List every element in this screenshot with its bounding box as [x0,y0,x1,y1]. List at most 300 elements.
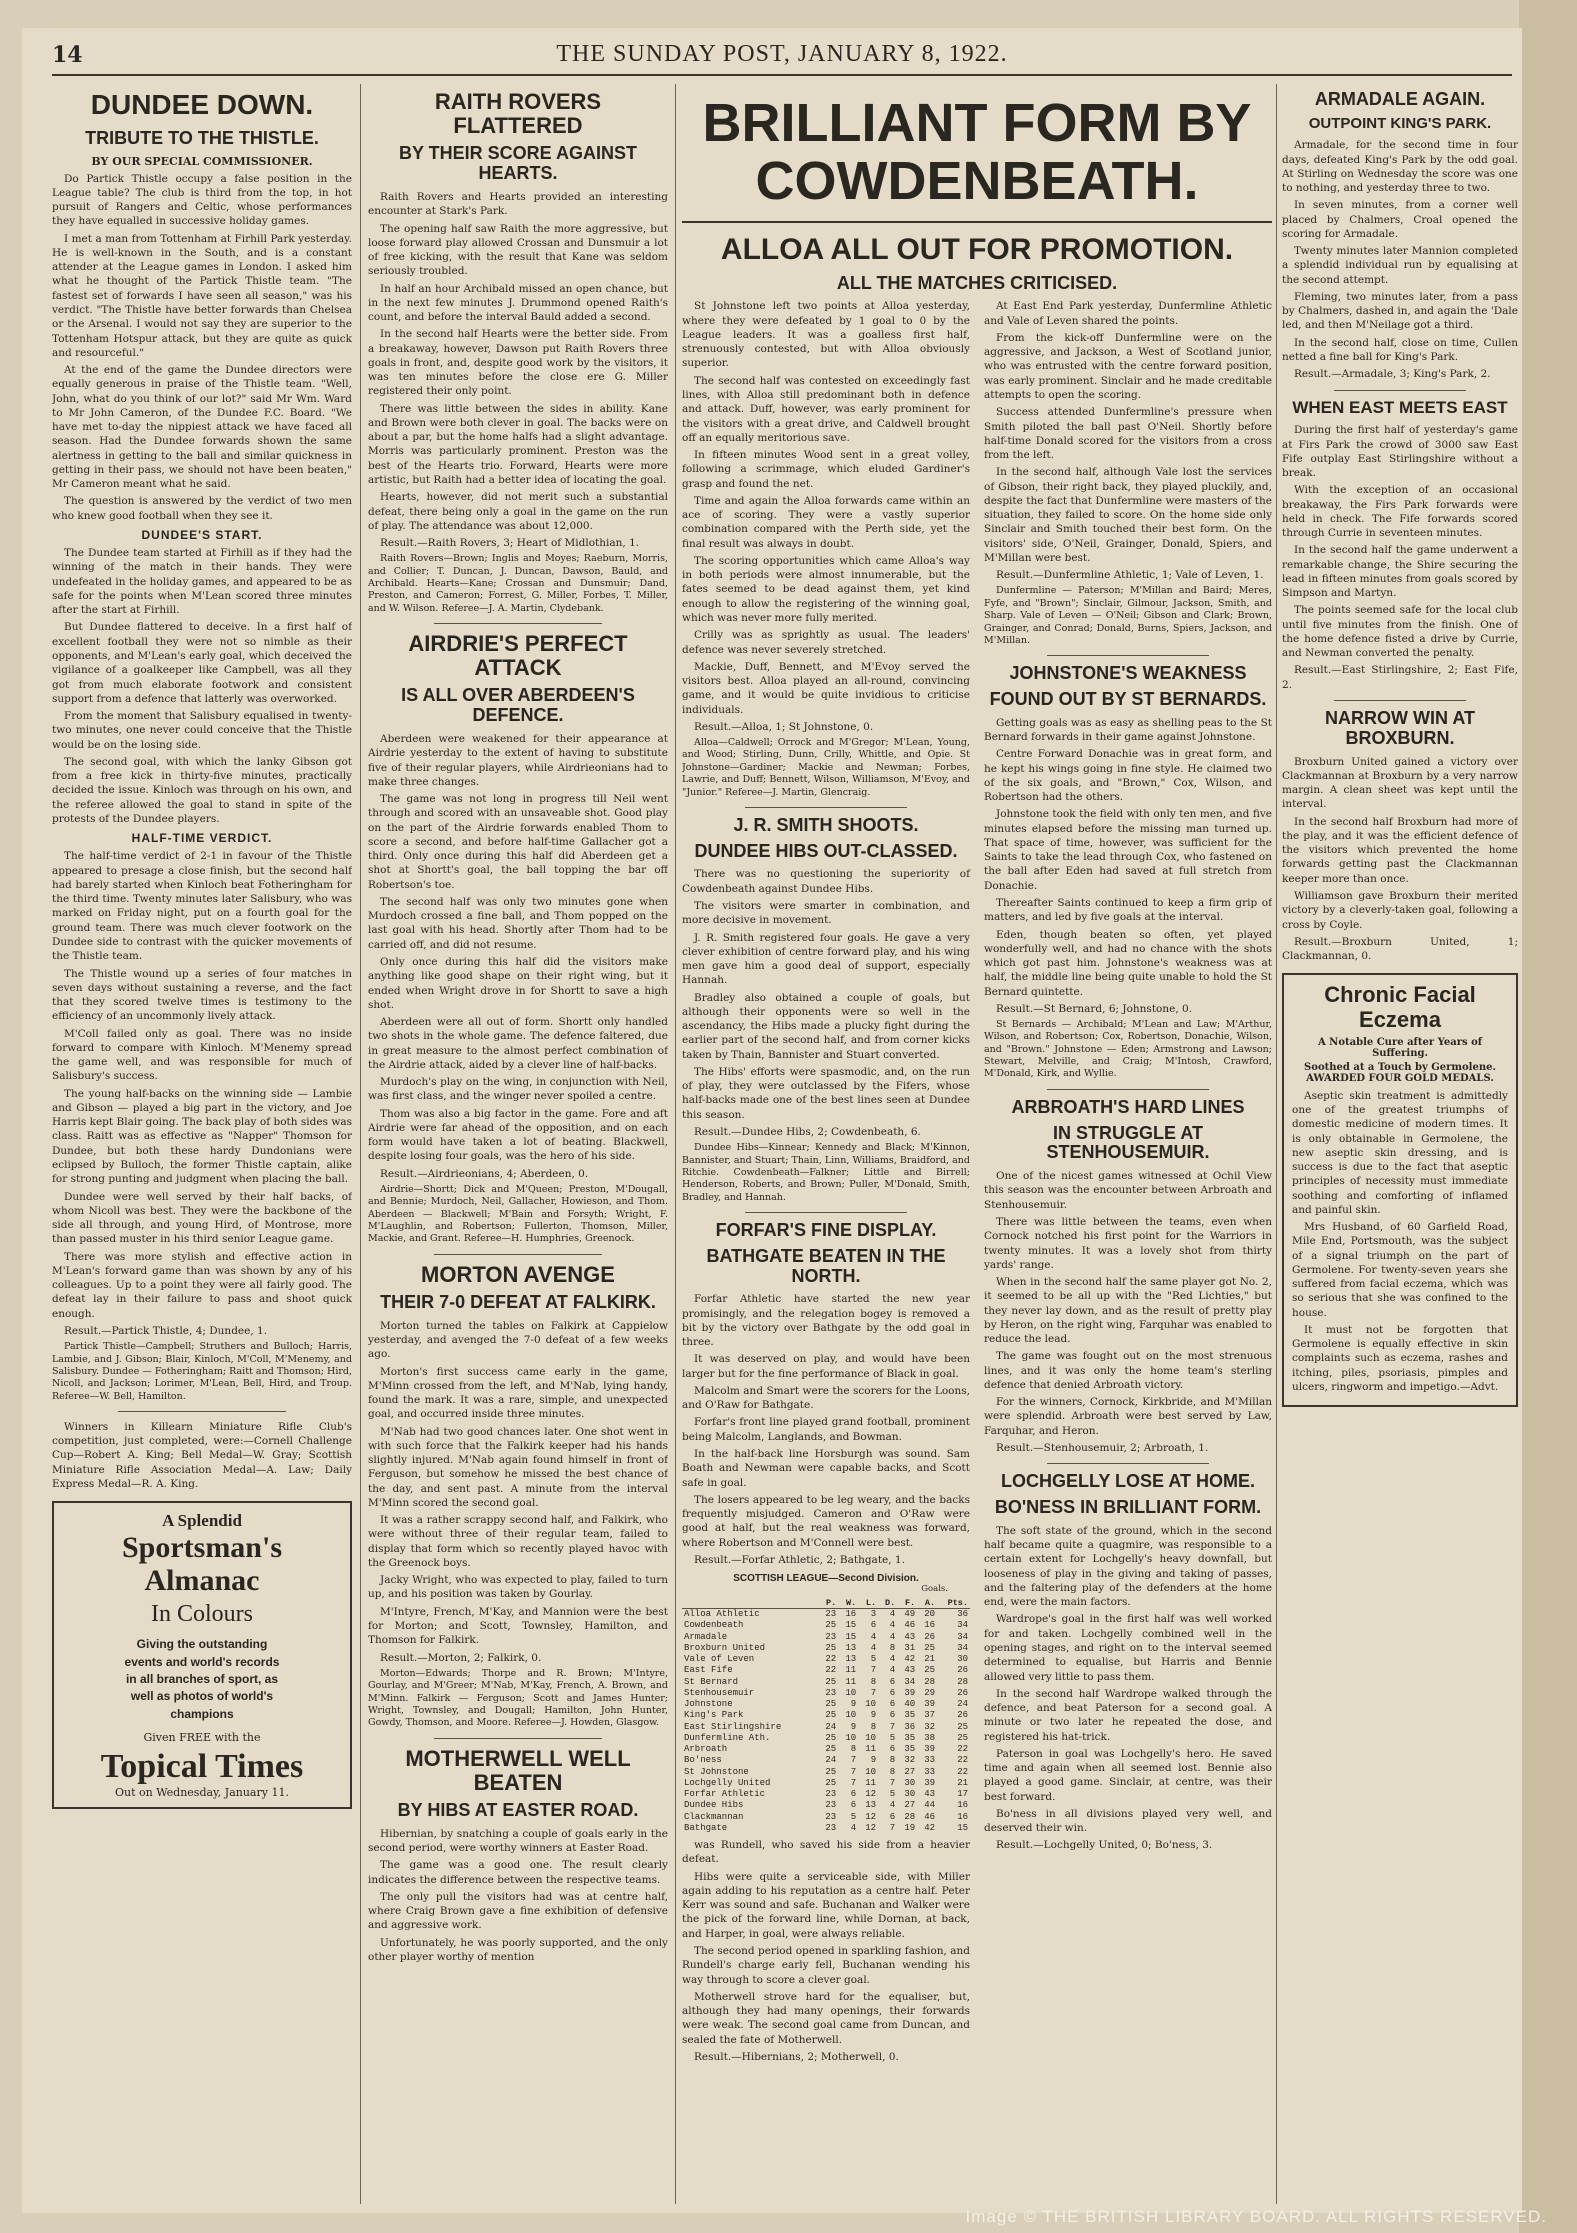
league-cell: 11 [845,1676,857,1687]
paragraph: M'Nab had two good chances later. One shot went in with such force that the Falkirk keeper had his hands slightly injured. M'Nab again found himself in front of Ferguson, but somehow he missed the best chance of the day, and sent past. A minute from the interval M'Minn scored the second goal. [368,1425,668,1509]
league-cell: 6 [850,1789,857,1800]
league-cell: 8 [870,1676,877,1687]
article-headline: JOHNSTONE'S WEAKNESS [1009,663,1247,684]
paragraph: The second half was only two minutes gone when Murdoch crossed a fine ball, and Thom popped on the last goal with his head. Shortly after Thom had to be carried off, and did not resume. [368,895,668,951]
column-4 [1282,84,1518,1407]
column-3 [682,84,1272,2067]
league-cell: 8 [870,1721,877,1732]
league-cell: 10 [845,1710,857,1721]
paragraph: M'Intyre, French, M'Kay, and Mannion were the best for Morton; and Scott, Townsley, Hamilton, and Thomson for Falkirk. [368,1605,668,1647]
masthead-title: THE SUNDAY POST, JANUARY 8, 1922. [556,41,1008,67]
league-cell: 27 [904,1800,916,1811]
league-cell: 25 [825,1732,837,1743]
league-header-cell: F. [897,1598,917,1609]
league-cell: 26 [957,1710,968,1721]
league-row [682,1699,970,1710]
league-cell: 23 [825,1811,837,1822]
subcolumn-right [984,299,1272,2067]
league-cell: 25 [825,1766,837,1777]
secondary-headline: ALLOA ALL OUT FOR PROMOTION. [720,232,1234,266]
league-cell: 25 [825,1777,837,1788]
paragraph: Thom was also a big factor in the game. Fore and aft Airdrie were far ahead of the opposition, and on each form would have taken a lot of beating. Blackwell, despite losing four goals, was the hero of his side. [368,1107,668,1163]
league-cell: 25 [957,1721,968,1732]
league-cell: 7 [850,1766,857,1777]
league-goals-label: Goals. [921,1584,948,1595]
match-result: Result.—Forfar Athletic, 2; Bathgate, 1. [694,1553,905,1566]
paragraph: The visitors were smarter in combination, and more decisive in movement. [682,899,970,927]
ad-blurb: champions [170,1706,234,1721]
league-cell: 17 [957,1789,968,1800]
ad-blurb: in all branches of sport, as [125,1671,279,1686]
paragraph: The second period opened in sparkling fashion, and Rundell's charge early fell, Buchanan wending his way through to score a clever goal. [682,1944,970,1986]
ad-tagline: A Notable Cure after Years of Suffering. [1317,1036,1483,1059]
byline: BY OUR SPECIAL COMMISSIONER. [91,154,313,168]
column-rule [675,84,676,2204]
ad-paper-name: Topical Times [100,1748,304,1786]
league-row [682,1643,970,1654]
paragraph: In the second half the game underwent a remarkable change, the Shire securing the lead in fifteen minutes from goals scored by Simpson and Martyn. [1282,544,1518,600]
league-row [682,1710,970,1721]
column-1 [52,84,352,1809]
league-cell: 8 [889,1755,896,1766]
league-cell: 34 [957,1642,968,1653]
paragraph: Bo'ness in all divisions played very well, and deserved their win. [984,1807,1272,1835]
divider [1334,700,1466,701]
column-rule [1276,84,1277,2204]
league-row [682,1800,970,1811]
league-header-cell: P. [818,1598,838,1609]
league-cell: Lochgelly United [684,1777,771,1788]
article-subhead: DUNDEE HIBS OUT-CLASSED. [694,840,958,861]
league-row [682,1789,970,1800]
match-result: Result.—Morton, 2; Falkirk, 0. [380,1651,542,1664]
divider [682,221,1272,223]
paragraph: The losers appeared to be leg weary, and the backs frequently misjudged. Cameron and O'Raw were good at half, but the real weakness was forward, where Robertson and M'Connell were best. [682,1493,970,1549]
league-cell: 8 [889,1766,896,1777]
league-cell: 27 [904,1766,916,1777]
league-cell: 6 [889,1687,896,1698]
league-cell: 3 [870,1609,877,1620]
league-cell: Arbroath [684,1744,728,1755]
league-cell: 25 [825,1710,837,1721]
newspaper-page [22,28,1522,2213]
league-cell: 6 [889,1699,896,1710]
divider [434,1738,602,1739]
league-cell: 5 [889,1732,896,1743]
ad-tagline: Soothed at a Touch by Germolene. AWARDED FOUR GOLD MEDALS. [1304,1061,1496,1084]
paragraph: Johnstone took the field with only ten men, and five minutes elapsed before the missing man turned up. That space of time, however, was sufficient for the Saints to take the lead through Cox, who fastened on the ball after Eden had saved at full stretch from Donachie. [984,808,1272,892]
article-headline: AIRDRIE'S PERFECT ATTACK [408,631,628,681]
ad-blurb: well as photos of world's [130,1689,274,1704]
league-cell: 36 [957,1609,968,1620]
league-cell: 13 [845,1654,857,1665]
league-row [682,1778,970,1789]
league-cell: 7 [850,1777,857,1788]
league-cell: 10 [845,1732,857,1743]
paragraph: Motherwell strove hard for the equaliser, but, although they had many openings, their forwards were weak. The second goal came from Duncan, and sealed the fate of Motherwell. [682,1990,970,2046]
league-cell: Forfar Athletic [684,1789,766,1800]
league-cell: 4 [889,1620,896,1631]
team-lineups: St Bernards — Archibald; M'Lean and Law; M'Arthur, Wilson, and Robertson; Cox, Robertson, Donachie, Wilson, and "Brown." Johnstone — Eden; Armstrong and Lawson; Stewart, Melville, and Craig; M'Intosh, Crawford, M'Donald, Kirk, and Wyllie. [984,1019,1272,1080]
league-cell: 4 [870,1631,877,1642]
league-row [682,1812,970,1823]
league-cell: 46 [904,1620,916,1631]
league-cell: 10 [865,1699,877,1710]
article-subhead: FOUND OUT BY ST BERNARDS. [989,688,1267,709]
article-subhead: BY HIBS AT EASTER ROAD. [397,1799,639,1820]
paragraph: The soft state of the ground, which in the second half became quite a quagmire, was responsible to a certain extent for Lochgelly's heavy downfall, but looseness of play in the giving and taking of passes, and the faltering play of the defenders at the home end, were the main factors. [984,1524,1272,1609]
subcolumn-left [682,299,970,2067]
league-cell: 7 [870,1665,877,1676]
paragraph: The points seemed safe for the local club until five minutes from the finish. One of the home defence fisted a drive by Currie, and Newman converted the penalty. [1282,604,1518,660]
league-cell: 12 [865,1822,877,1833]
ad-blurb: events and world's records [124,1654,280,1669]
paragraph: The young half-backs on the winning side — Lambie and Gibson — played a big part in the victory, and Joe Harris kept Blair going. The back play of both sides was class. Raitt was as effective as "Napper" Thomson for Dundee, but both these hardy Dundonians were eclipsed by Bulloch, the former Thistle captain, alike for strong punting and judgment when placing the ball. [52,1087,352,1186]
match-result: Result.—East Stirlingshire, 2; East Fife, 2. [1282,664,1518,691]
league-row [682,1677,970,1688]
team-lineups: Morton—Edwards; Thorpe and R. Brown; M'Intyre, Gourlay, and M'Greer; M'Nab, M'Kay, French, A. Brown, and M'Minn. Falkirk — Ferguson; Scott and James Hunter; Wright, Townsley, and Dougall; Hamilton, John Hunter, Gowdy, Thomson, and Moore. Referee—J. Howden, Glasgow. [368,1667,668,1729]
league-cell: 7 [850,1755,857,1766]
league-cell: 13 [865,1800,877,1811]
league-row [682,1632,970,1643]
article-headline: WHEN EAST MEETS EAST [1292,397,1508,417]
divider [1047,1089,1208,1090]
league-cell: 30 [904,1789,916,1800]
paragraph: Aberdeen were weakened for their appearance at Airdrie yesterday to the extent of having to substitute five of their regular players, while Airdrieonians had to make three changes. [368,733,668,788]
league-header-cell: Pts. [937,1598,970,1609]
team-lineups: Alloa—Caldwell; Orrock and M'Gregor; M'Lean, Young, and Wood; Stirling, Dunn, Crilly, Whittle, and Opie. St Johnstone—Gardiner; Mackie and Newman; Forbes, Lawrie, and Duff; Bennett, Wilson, Williamson, M'Evoy, and "Junior." Referee—J. Martin, Glencraig. [682,737,970,798]
league-cell: 23 [825,1609,837,1620]
paragraph: There was little between the teams, even when Cornock notched his first point for the Warriors in twenty minutes. It was a lovely shot from thirty yards' range. [984,1216,1272,1271]
league-cell: 23 [825,1789,837,1800]
league-cell: Alloa Athletic [684,1609,760,1620]
divider [745,807,906,808]
league-header-cell: D. [878,1598,897,1609]
league-cell: 31 [904,1642,916,1653]
paragraph: Unfortunately, he was poorly supported, and the only other player worthy of mention [368,1936,668,1963]
league-cell: 4 [889,1631,896,1642]
league-cell: 23 [825,1800,837,1811]
article-subhead: BY THEIR SCORE AGAINST HEARTS. [398,143,638,184]
match-result: Result.—Alloa, 1; St Johnstone, 0. [694,720,874,733]
column-rule [360,84,361,2204]
league-cell: 25 [825,1620,837,1631]
league-cell: Stenhousemuir [684,1687,755,1698]
divider [1047,1463,1208,1464]
league-cell: 24 [957,1699,968,1710]
league-cell: Broxburn United [684,1642,766,1653]
league-cell: 26 [957,1665,968,1676]
league-cell: 32 [924,1721,936,1732]
league-cell: 29 [924,1687,936,1698]
league-cell: 33 [924,1766,936,1777]
league-cell: 15 [845,1631,857,1642]
league-cell: 16 [924,1620,936,1631]
league-cell: 33 [924,1755,936,1766]
league-cell: 36 [904,1721,916,1732]
league-cell: 35 [904,1710,916,1721]
paragraph: From the kick-off Dunfermline were on the aggressive, and Jackson, a West of Scotland junior, who was entrusted with the centre forward position, was early prominent. Sinclair and he made creditable attempts to open the scoring. [984,331,1272,402]
match-result: Result.—Armadale, 3; King's Park, 2. [1294,368,1491,381]
paragraph: Jacky Wright, who was expected to play, failed to turn up, and his position was taken by Gourlay. [368,1574,668,1601]
league-cell: 6 [850,1800,857,1811]
paragraph: was Rundell, who saved his side from a heavier defeat. [682,1839,970,1866]
paragraph: Getting goals was as easy as shelling peas to the St Bernard forwards in their game against Johnstone. [984,716,1272,744]
league-row [682,1688,970,1699]
paragraph: Aseptic skin treatment is admittedly one of the greatest triumphs of domestic medicine of modern times. It is only obtainable in Germolene, the new aseptic skin dressing, and is success is due to the fact that aseptic principles of necessity must immediate soothing and comforting of inflamed and painful skin. [1292,1089,1508,1216]
paragraph: It must not be forgotten that Germolene is equally effective in skin complaints such as eczema, rashes and itching, piles, psoriasis, pimples and ulcers, ringworm and impetigo.—Advt. [1292,1323,1508,1394]
ad-line: A Splendid [162,1511,242,1531]
paragraph: Broxburn United gained a victory over Clackmannan at Broxburn by a very narrow margin. A clean sheet was kept until the interval. [1282,755,1518,811]
ad-line: In Colours [151,1601,253,1628]
league-row [682,1755,970,1766]
league-cell: 4 [850,1822,857,1833]
league-row [682,1744,970,1755]
league-cell: 30 [904,1777,916,1788]
paragraph: Malcolm and Smart were the scorers for the Loons, and O'Raw for Bathgate. [682,1384,970,1412]
paragraph: In half an hour Archibald missed an open chance, but in the next few minutes J. Drummond opened Raith's count, and before the interval Bauld added a second. [368,282,668,324]
league-cell: 39 [904,1687,916,1698]
paragraph: It was deserved on play, and would have been larger but for the fine performance of Black in goal. [682,1353,970,1380]
paragraph: Mrs Husband, of 60 Garfield Road, Mile End, Portsmouth, was the subject of a signal triumph on the part of Germolene. For twenty-seven years she suffered from facial eczema, which was so serious that she was confined to the house. [1292,1221,1508,1319]
league-header-cell: L. [858,1598,878,1609]
league-cell: 7 [889,1721,896,1732]
paragraph: In the second half, close on time, Cullen netted a fine ball for King's Park. [1282,336,1518,364]
team-lineups: Dundee Hibs—Kinnear; Kennedy and Black; M'Kinnon, Bannister, and Stuart; Thain, Linn, Williams, Braidford, and Ritchie. Cowdenbeath—Falkner; Little and Birrell; Henderson, Roberts, and Brown; Puller, M'Donald, Smith, Bradley, and Hannah. [682,1142,970,1203]
league-cell: Clackmannan [684,1811,744,1822]
paragraph: Bradley also obtained a couple of goals, but although their opponents were so well in the ascendancy, the Hibs made a plucky fight during the earlier part of the second half, and from corner kicks taken by Thain, Bannister and Stuart converted. [682,991,970,1061]
paragraph: When in the second half the same player got No. 2, it seemed to be all up with the "Red Lichties," but they never lay down, and as the result of pretty play by Heron, on the right wing, Farquhar was enabled to reduce the lead. [984,1276,1272,1346]
league-cell: 6 [889,1676,896,1687]
paragraph: In seven minutes, from a corner well placed by Chalmers, Croal opened the scoring for Armadale. [1282,199,1518,240]
league-cell: 6 [889,1811,896,1822]
league-cell: 42 [924,1822,936,1833]
paragraph: Raith Rovers and Hearts provided an interesting encounter at Stark's Park. [368,190,668,218]
eczema-advert [1282,973,1518,1407]
league-cell: 20 [924,1609,936,1620]
league-cell: 8 [889,1642,896,1653]
column-2 [368,84,668,1967]
league-header-cell: W. [838,1598,858,1609]
divider [745,1212,906,1213]
paragraph: The second half was contested on exceedingly fast lines, with Alloa still predominant both in defence and attack. Duff, however, was early prominent for the visitors with a great drive, and Caldwell brought off an equally meritorious save. [682,374,970,444]
article-subhead: IS ALL OVER ABERDEEN'S DEFENCE. [401,685,635,726]
league-cell: 39 [924,1777,936,1788]
article-subhead: ALL THE MATCHES CRITICISED. [836,272,1118,293]
league-cell: 23 [825,1687,837,1698]
league-cell: 25 [924,1665,936,1676]
league-cell: 16 [957,1811,968,1822]
paragraph: In the second half Broxburn had more of the play, and it was the efficient defence of the visitors which prevented the home forwards getting past the Clackmannan keeper more than once. [1282,815,1518,885]
league-cell: 22 [825,1654,837,1665]
paragraph: The only pull the visitors had was at centre half, where Craig Brown gave a fine exhibition of defensive and aggressive work. [368,1890,668,1932]
paragraph: Hibernian, by snatching a couple of goals early in the second period, were worthy winners at Easter Road. [368,1827,668,1854]
match-result: Result.—St Bernard, 6; Johnstone, 0. [996,1002,1193,1015]
divider [118,1411,286,1412]
league-cell: 4 [870,1642,877,1653]
paragraph: Crilly was as sprightly as usual. The leaders' defence was never severely stretched. [682,629,970,656]
paragraph: From the moment that Salisbury equalised in twenty-two minutes, one never could conceive that the Thistle would be on the losing side. [52,710,352,751]
league-cell: 15 [845,1620,857,1631]
paragraph: But Dundee flattered to deceive. In a first half of excellent football they were not so nimble as their opponents, and M'Lean's early goal, which deceived the vigilance of a goalkeeper like Campbell, was all they got from much elaborate footwork and consistent support from a defence that latterly was overworked. [52,621,352,705]
paragraph: Thereafter Saints continued to keep a firm grip of matters, and led by five goals at the interval. [984,896,1272,924]
article-subhead: TRIBUTE TO THE THISTLE. [85,127,319,148]
league-cell: 38 [924,1732,936,1743]
league-header-cell: A. [917,1598,937,1609]
league-cell: Johnstone [684,1699,733,1710]
paragraph: The Dundee team started at Firhill as if they had the winning of the match in their hands. They were undefeated in the holiday games, and appeared to be as safe for the points when M'Lean scored three minutes after the start at Firhill. [52,547,352,617]
paragraph: I met a man from Tottenham at Firhill Park yesterday. He is well-known in the South, and is a constant attender at the League games in London. I asked him what he thought of the Partick Thistle team. "The fastest set of forwards I have seen all season," was his verdict. "The Thistle have better forwards than Chelsea or the Arsenal. I would not say they are superior to the Tottenham Hotspur attack, but they are quite as quick and resourceful." [52,232,352,359]
paragraph: For the winners, Cornock, Kirkbride, and M'Millan were splendid. Arbroath were best served by Law, Farquhar, and Heron. [984,1396,1272,1437]
ad-date: Out on Wednesday, January 11. [115,1786,289,1800]
paragraph: Fleming, two minutes later, from a pass by Chalmers, dashed in, and again the 'Dale led, and then M'Neilage got a third. [1282,290,1518,332]
league-cell: 35 [904,1744,916,1755]
paragraph: One of the nicest games witnessed at Ochil View this season was the encounter between Arbroath and Stenhousemuir. [984,1170,1272,1211]
league-cell: 19 [904,1822,916,1833]
paragraph: The Hibs' efforts were spasmodic, and, on the run of play, they were outclassed by the Fifers, whose half-backs made one of the best lines seen at Dundee this season. [682,1065,970,1121]
league-cell: 39 [924,1744,936,1755]
league-cell: 40 [904,1699,916,1710]
paragraph: At East End Park yesterday, Dunfermline Athletic and Vale of Leven shared the points. [984,300,1272,327]
paragraph: Dundee were well served by their half backs, of whom Nicoll was best. They were the backbone of the side all through, and young Hird, of Montrose, more than passed muster in his third senior League game. [52,1190,352,1246]
league-cell: St Bernard [684,1676,739,1687]
paragraph: There was no questioning the superiority of Cowdenbeath against Dundee Hibs. [682,868,970,895]
league-cell: 35 [904,1732,916,1743]
league-cell: King's Park [684,1710,744,1721]
league-cell: Dunfermline Ath. [684,1732,771,1743]
ad-title: Chronic Facial Eczema [1324,982,1476,1032]
league-cell: 4 [889,1654,896,1665]
league-cell: 44 [924,1800,936,1811]
league-cell: 28 [957,1676,968,1687]
paragraph: Murdoch's play on the wing, in conjunction with Neil, was first class, and the winger never spoiled a centre. [368,1076,668,1103]
ad-title: Sportsman's [121,1531,283,1565]
divider [434,623,602,624]
league-cell: 23 [825,1631,837,1642]
league-cell: 22 [825,1665,837,1676]
ad-title: Almanac [144,1564,260,1598]
team-lineups: Raith Rovers—Brown; Inglis and Moyes; Raeburn, Morris, and Collier; T. Duncan, J. Duncan, Dawson, Bauld, and Archibald. Hearts—Kane; Crossan and Dunsmuir; Dand, Preston, and Cameron; Forrest, G. Miller, Forbes, T. Miller, and W. Wilson. Referee—J. A. Martin, Clydebank. [368,553,668,614]
paragraph: Mackie, Duff, Bennett, and M'Evoy served the visitors best. Alloa played an all-round, convincing game, and it would be quite invidious to criticise individuals. [682,660,970,716]
article-subhead: BO'NESS IN BRILLIANT FORM. [994,1497,1262,1518]
league-cell: 15 [957,1822,968,1833]
paragraph: There was more stylish and effective action in M'Lean's forward game than was shown by any of his colleagues. Up to a point they were all fairly good. The defeat lay in their failure to pass and shoot quick enough. [52,1250,352,1320]
paragraph: The game was a good one. The result clearly indicates the difference between the respective teams. [368,1859,668,1886]
match-result: Result.—Airdrieonians, 4; Aberdeen, 0. [380,1167,589,1180]
league-cell: 30 [957,1654,968,1665]
image-credit: Image © THE BRITISH LIBRARY BOARD. ALL RIGHTS RESERVED. [965,2207,1547,2226]
paragraph: Wardrope's goal in the first half was well worked for and taken. Lochgelly combined well in the opening stages, and right on to the interval seemed determined to equalise, but Harris and Bennie allowed very little to pass them. [984,1613,1272,1683]
league-cell: 37 [924,1710,936,1721]
league-row [682,1733,970,1744]
league-cell: 5 [870,1654,877,1665]
sportsman-almanac-advert [52,1501,352,1809]
league-cell: 26 [924,1631,936,1642]
article-subhead: IN STRUGGLE AT STENHOUSEMUIR. [1046,1122,1210,1163]
main-headline: BRILLIANT FORM BY COWDENBEATH. [702,93,1252,212]
paragraph: Success attended Dunfermline's pressure when Smith piloted the ball past O'Neil. Shortly before half-time Donald scored for the visitors from a cross from the left. [984,406,1272,462]
ad-line: Given FREE with the [143,1731,261,1745]
league-cell: 25 [957,1732,968,1743]
league-row [682,1767,970,1778]
article-headline: RAITH ROVERS FLATTERED [434,89,602,139]
league-cell: Bathgate [684,1822,728,1833]
league-cell: 10 [845,1687,857,1698]
league-cell: 46 [924,1811,936,1822]
league-cell: 26 [957,1687,968,1698]
paragraph: Armadale, for the second time in four days, defeated King's Park by the odd goal. At Stirling on Wednesday the score was one to nothing, and yesterday three to two. [1282,139,1518,195]
league-cell: 43 [904,1631,916,1642]
paragraph: Forfar Athletic have started the new year promisingly, and the relegation bogey is removed a bit by the victory over Bathgate by the odd goal in three. [682,1293,970,1349]
page-edge [1519,0,1577,2233]
league-cell: 7 [870,1687,877,1698]
league-cell: 11 [845,1665,857,1676]
league-cell: 39 [924,1699,936,1710]
team-lineups: Airdrie—Shortt; Dick and M'Queen; Preston, M'Dougall, and Bennie; Murdoch, Neil, Gallacher, Howieson, and Thom. Aberdeen — Blackwell; M'Bain and Forsyth; Wright, F. M'Laughlin, and Robertson; Fullerton, Thomson, Miller, Mackie, and Grant. Referee—H. Humphries, Greenock. [368,1184,668,1245]
league-cell: 11 [865,1777,877,1788]
league-row [682,1823,970,1834]
section-subhead: HALF-TIME VERDICT. [131,831,273,846]
paragraph: Aberdeen were all out of form. Shortt only handled two shots in the whole game. The defence faltered, due in great measure to the almost perfect combination of the Airdrie attack, aided by a clever line of half-backs. [368,1016,668,1071]
paragraph: Morton turned the tables on Falkirk at Cappielow yesterday, and avenged the 7-0 defeat of a few weeks ago. [368,1319,668,1361]
league-cell: 4 [889,1800,896,1811]
paragraph: Twenty minutes later Mannion completed a splendid individual run by equalising at the second attempt. [1282,245,1518,286]
paragraph: The half-time verdict of 2-1 in favour of the Thistle appeared to presage a close finish, but the second half had barely started when Kinloch beat Fotheringham for the third time. Twenty minutes later Salisbury, who was marked on Friday night, put on a fourth goal for the ground team. There was much clever footwork on the Dundee side to contrast with the quicker movements of the Thistle team. [52,850,352,963]
league-cell: 43 [904,1665,916,1676]
paragraph: In the second half, although Vale lost the services of Gibson, their right back, they played pluckily, and, despite the fact that Dunfermline were masters of the situation, they failed to score. On the home side only Sinclair and Smith touched their best form. On the visitors' side, O'Neil, Grainger, Donald, Spiers, and M'Millan were best. [984,466,1272,564]
paragraph: Only once during this half did the visitors make anything like good shape on their right wing, but it ended when Wright drove in for Shortt to save a high shot. [368,956,668,1011]
paragraph: Hearts, however, did not merit such a substantial defeat, there being only a goal in the game on the run of play. The attendance was about 12,000. [368,491,668,532]
league-cell: 13 [845,1642,857,1653]
match-result: Result.—Hibernians, 2; Motherwell, 0. [694,2050,899,2063]
league-cell: 43 [924,1789,936,1800]
league-row [682,1620,970,1631]
section-subhead: DUNDEE'S START. [141,527,263,542]
match-result: Result.—Stenhousemuir, 2; Arbroath, 1. [996,1441,1209,1454]
league-cell: Armadale [684,1631,728,1642]
paragraph: Williamson gave Broxburn their merited victory by a cleverly-taken goal, following a cross by Coyle. [1282,890,1518,931]
divider [1047,655,1208,656]
team-lineups: Partick Thistle—Campbell; Struthers and Bulloch; Harris, Lambie, and J. Gibson; Blair, Kinloch, M'Coll, M'Menemy, and Salisbury. Dundee — Fotheringham; Raitt and Thomson; Hird, Nicoll, and Jackson; Lorimer, M'Lean, Bell, Hird, and Troup. Referee—W. Bell, Hamilton. [52,1341,352,1402]
league-cell: 12 [865,1789,877,1800]
paragraph: Centre Forward Donachie was in great form, and he kept his wings going in fine style. He claimed two of the six goals, and "Brown," Cox, Wilson, and Robertson had the others. [984,748,1272,804]
league-cell: 6 [870,1620,877,1631]
two-column-block [682,299,1272,2067]
masthead [52,36,1512,76]
league-cell: 5 [850,1811,857,1822]
league-cell: 23 [825,1822,837,1833]
league-table-title: SCOTTISH LEAGUE—Second Division. [733,1573,919,1585]
paragraph: The second goal, with which the lanky Gibson got from a free kick in thirty-five minutes, practically decided the issue. Kinloch was through on his own, and the referee allowed the goal to stand in spite of the protests of the Dundee players. [52,755,352,825]
paragraph: St Johnstone left two points at Alloa yesterday, where they were defeated by 1 goal to 0 by the League leaders. It was a goalless first half, strenuously contested, but with Alloa obviously superior. [682,300,970,370]
league-cell: 34 [957,1631,968,1642]
paragraph: In the second half Hearts were the better side. From a breakaway, however, Dawson put Raith Rovers three goals in front, and, despite good work by the visitors, it was ten minutes before the close ere G. Miller registered their only point. [368,328,668,398]
league-cell: 22 [957,1766,968,1777]
ad-blurb: Giving the outstanding [136,1637,268,1652]
league-cell: 34 [904,1676,916,1687]
league-cell: East Fife [684,1665,733,1676]
league-cell: 9 [850,1721,857,1732]
match-result: Result.—Partick Thistle, 4; Dundee, 1. [64,1324,268,1337]
league-cell: 12 [865,1811,877,1822]
league-cell: 25 [825,1699,837,1710]
league-cell: 49 [904,1609,916,1620]
paragraph: At the end of the game the Dundee directors were equally generous in praise of the Thistle team. "Well, John, what do you think of our lot?" said Mr Wm. Ward to Mr John Cameron, of the Dundee F.C. Board. "We have met to-day the nippiest attack we have faced all season. Had the Dundee forwards shown the same alertness in getting to the ball and similar quickness in getting in their pass, we should not have been beaten," Mr Cameron meant what he said. [52,364,352,491]
league-cell: 42 [904,1654,916,1665]
league-cell: 9 [850,1699,857,1710]
paragraph: There was little between the sides in ability. Kane and Brown were both clever in goal. The backs were on about a par, but the home halfs had a slight advantage. Morris was particularly prominent. Preston was the best of the Hearts trio. Forward, Hearts were more artistic, but Raith had a better idea of locating the goal. [368,402,668,487]
match-result: Result.—Raith Rovers, 3; Heart of Midlothian, 1. [380,537,640,550]
